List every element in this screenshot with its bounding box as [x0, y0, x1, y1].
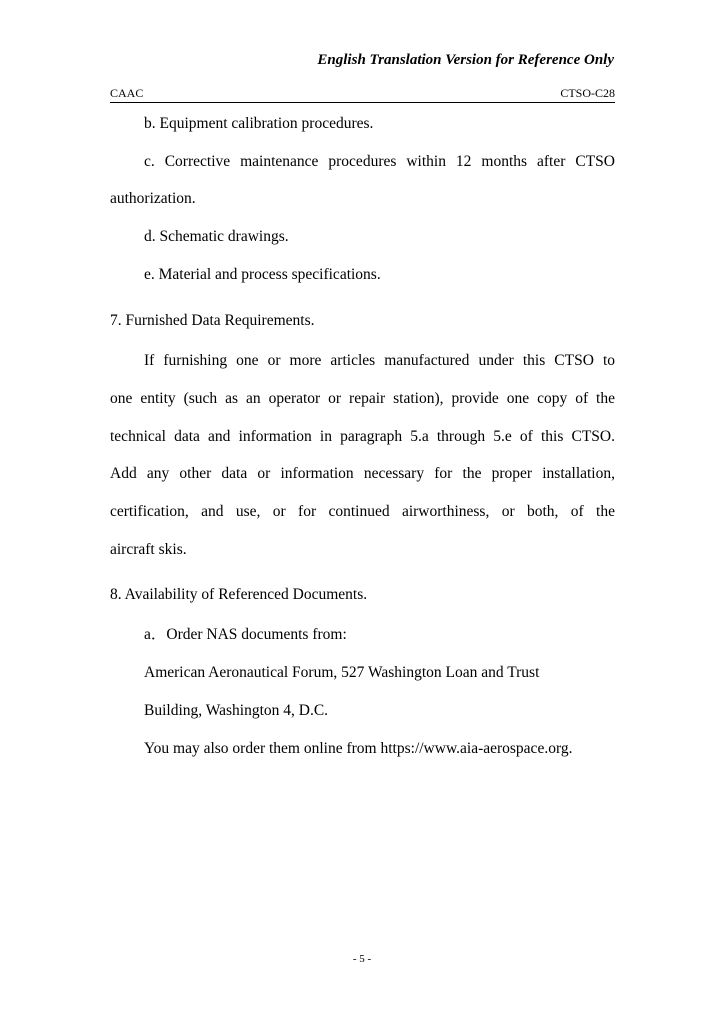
item-d: d. Schematic drawings. [144, 228, 289, 245]
section-8-title: 8. Availability of Referenced Documents. [110, 586, 368, 603]
item-c-line2: authorization. [110, 190, 196, 207]
section-7-line1: If furnishing one or more articles manufactured under this CTSO to [144, 352, 615, 369]
running-header [110, 86, 615, 103]
page-number: - 5 - [352, 953, 372, 965]
section-7-line6: aircraft skis. [110, 541, 187, 558]
section-8-address-line1: American Aeronautical Forum, 527 Washington Loan and Trust [144, 664, 540, 681]
section-7-title: 7. Furnished Data Requirements. [110, 312, 315, 329]
item-b: b. Equipment calibration procedures. [144, 115, 374, 132]
section-8-item-a: a．Order NAS documents from: [144, 626, 347, 643]
header-org: CAAC [110, 86, 144, 100]
header-doc-id: CTSO-C28 [560, 86, 615, 100]
section-7-line5: certification, and use, or for continued airworthiness, or both, of the [110, 503, 615, 520]
section-7-line3: technical data and information in paragraph 5.a through 5.e of this CTSO. [110, 428, 615, 445]
item-c-line1: c. Corrective maintenance procedures within 12 months after CTSO [144, 153, 615, 170]
translation-banner: English Translation Version for Reference Only [317, 52, 614, 68]
item-e: e. Material and process specifications. [144, 266, 381, 283]
section-8-online-order: You may also order them online from https://www.aia-aerospace.org. [144, 740, 573, 757]
section-7-line4: Add any other data or information necessary for the proper installation, [110, 465, 615, 482]
section-8-address-line2: Building, Washington 4, D.C. [144, 702, 329, 719]
section-7-line2: one entity (such as an operator or repair station), provide one copy of the [110, 390, 615, 407]
